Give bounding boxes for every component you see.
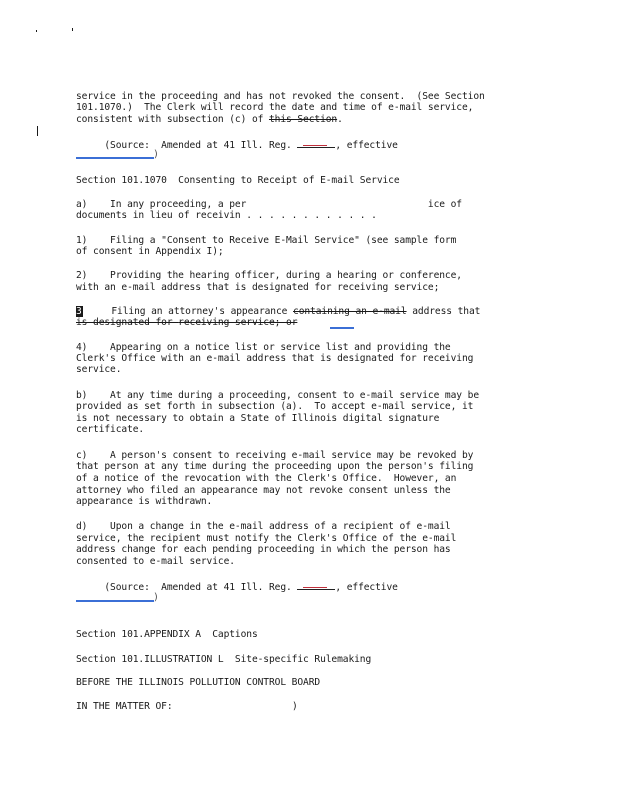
text-line: b) At any time during a proceeding, consent to e-mail service may be — [76, 390, 479, 401]
reg-blank — [297, 581, 335, 590]
source-label: (Source: Amended at 41 Ill. Reg. — [76, 582, 298, 593]
text-line: appearance is withdrawn. — [76, 496, 213, 507]
text-line: service in the proceeding and has not revoked the consent. (See Section — [76, 91, 485, 102]
margin-change-bar — [37, 126, 38, 136]
scan-speck — [36, 30, 37, 32]
struck-text: this Section — [268, 114, 338, 125]
text-segment: consistent with subsection (c) of — [76, 114, 269, 125]
effective-date-underline — [76, 157, 154, 159]
matter-caption: IN THE MATTER OF: — [76, 701, 173, 712]
effective-label: , effective — [335, 582, 398, 593]
text-line — [76, 306, 480, 317]
text-line: 1) Filing a "Consent to Receive E-Mail Service" (see sample form — [76, 235, 457, 246]
struck-text: is designated for — [76, 317, 179, 328]
reg-blank — [297, 139, 335, 148]
text-line: consented to e-mail service. — [76, 556, 235, 567]
illustration-heading: Section 101.ILLUSTRATION L Site-specific Rulemaking — [76, 654, 372, 665]
text-line: provided as set forth in subsection (a). To accept e-mail service, it — [76, 401, 474, 412]
text-line: attorney who filed an appearance may not revoke consent unless the — [76, 485, 451, 496]
source-note — [76, 139, 398, 151]
text-line: d) Upon a change in the e-mail address of a recipient of e-mail — [76, 521, 451, 532]
text-line: with an e-mail address that is designated for receiving service; — [76, 282, 440, 293]
text-line: is not necessary to obtain a State of Illinois digital signature — [76, 413, 440, 424]
text-line: certificate. — [76, 424, 145, 435]
struck-text: containing an e-mail — [293, 306, 407, 317]
text-line: c) A person's consent to receiving e-mail service may be revoked by — [76, 450, 474, 461]
struck-text: receiving service; or — [178, 317, 298, 328]
insertion-underline — [330, 327, 354, 329]
source-note — [76, 581, 398, 593]
scan-speck — [72, 28, 73, 31]
item-number-3: 3 — [76, 306, 82, 317]
text-line — [76, 317, 297, 328]
text-line: 101.1070.) The Clerk will record the date and time of e-mail service, — [76, 102, 474, 113]
text-segment: Filing an attorney's appearance — [83, 306, 294, 317]
close-bracket: ) — [153, 592, 160, 603]
text-line: address change for each pending proceeding in which the person has — [76, 544, 451, 555]
text-line: documents in lieu of receivin . . . . . . . . . . . . — [76, 210, 377, 221]
effective-date-underline — [76, 600, 154, 602]
text-line: a) In any proceeding, a per ice of — [76, 199, 462, 210]
text-line: Clerk's Office with an e-mail address that is designated for receiving — [76, 353, 474, 364]
text-line: of a notice of the revocation with the Clerk's Office. However, an — [76, 473, 457, 484]
board-heading: BEFORE THE ILLINOIS POLLUTION CONTROL BOARD — [76, 677, 321, 688]
text-segment: . — [337, 114, 343, 125]
text-line: of consent in Appendix I); — [76, 246, 224, 257]
text-line: 2) Providing the hearing officer, during a hearing or conference, — [76, 270, 462, 281]
section-heading: Section 101.1070 Consenting to Receipt of E-mail Service — [76, 175, 400, 186]
source-label: (Source: Amended at 41 Ill. Reg. — [76, 140, 298, 151]
caption-bracket: ) — [292, 701, 298, 712]
text-line: service. — [76, 364, 122, 375]
text-line — [76, 114, 343, 125]
text-segment: address that — [406, 306, 481, 317]
effective-label: , effective — [335, 140, 398, 151]
text-line: that person at any time during the proceeding upon the person's filing — [76, 461, 474, 472]
close-bracket: ) — [153, 149, 160, 160]
text-line: service, the recipient must notify the Clerk's Office of the e-mail — [76, 533, 457, 544]
text-line: 4) Appearing on a notice list or service list and providing the — [76, 342, 451, 353]
appendix-heading: Section 101.APPENDIX A Captions — [76, 629, 258, 640]
